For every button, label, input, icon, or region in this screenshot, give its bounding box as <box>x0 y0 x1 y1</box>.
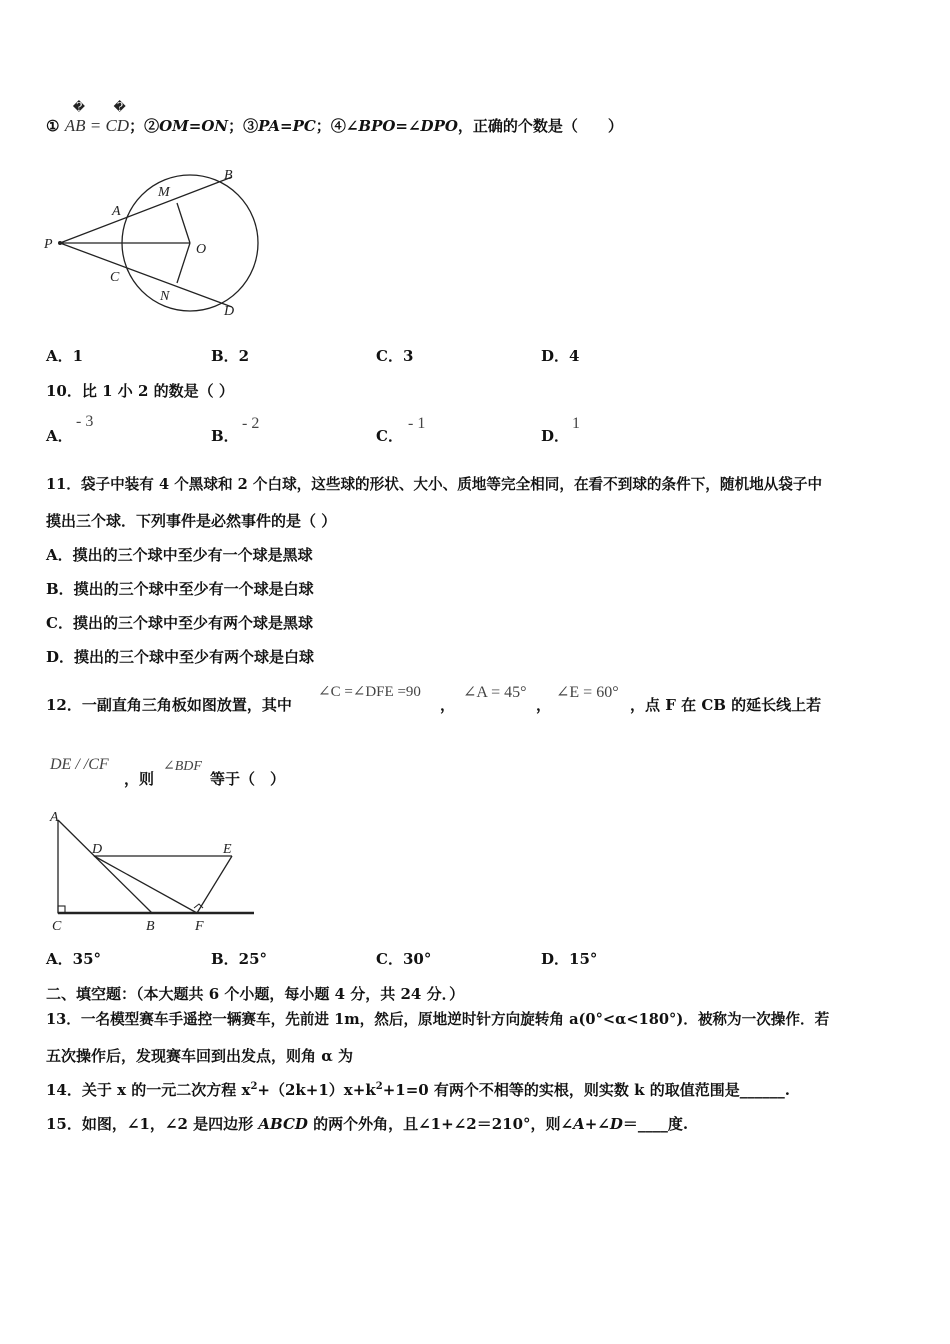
angle-d-letter: D <box>609 1115 623 1133</box>
choice-2-marker: ② <box>144 117 160 135</box>
q9-option-c[interactable]: C．3 <box>376 347 414 365</box>
label-d: D <box>224 304 235 319</box>
label-o: O <box>196 242 207 257</box>
superscript-2: 2 <box>250 1081 258 1092</box>
q12-stem-part-d: 等于（ ） <box>210 770 286 788</box>
q12-angle-c-dfe: ∠C =∠DFE =90 <box>318 684 421 700</box>
q10-option-c-value: - 1 <box>408 415 426 432</box>
label-p: P <box>44 237 53 252</box>
q11-option-c[interactable]: C．摸出的三个球中至少有两个球是黑球 <box>46 614 313 632</box>
q14-statement <box>46 1079 790 1100</box>
q14-part-c: +1=0 有两个不相等的实根，则实数 k 的取值范围是______. <box>382 1081 790 1099</box>
q10-option-c[interactable] <box>376 425 403 446</box>
quadrilateral-abcd: ABCD <box>258 1115 308 1133</box>
q12-stem-part-a: 12．一副直角三角板如图放置，其中 <box>46 696 292 714</box>
section-2-heading: 二、填空题：（本大题共 6 个小题，每小题 4 分，共 24 分．） <box>46 985 465 1003</box>
option-letter: B． <box>211 427 239 445</box>
q13-line1: 13．一名模型赛车手遥控一辆赛车，先前进 1m，然后，原地逆时针方向旋转角 a(0°<α<180°)．被称为一次操作．若 <box>46 1011 830 1028</box>
q12-stem-part-c: ，则 <box>124 770 155 788</box>
equals-sign: = <box>85 116 106 135</box>
separator: ； <box>315 117 331 135</box>
option-letter: C． <box>376 427 403 445</box>
label-m: M <box>158 185 170 200</box>
line-pb <box>60 177 232 243</box>
label-b: B <box>146 919 155 934</box>
om-on: OM=ON <box>159 117 229 135</box>
q15-statement <box>46 1113 688 1134</box>
q9-option-d[interactable]: D．4 <box>541 347 580 365</box>
q9-statement <box>46 115 623 136</box>
q10-option-b[interactable] <box>211 425 239 446</box>
line-ab <box>58 820 152 913</box>
label-a: A <box>50 810 59 825</box>
line-no <box>177 243 190 283</box>
choice-1-marker: ① <box>46 117 60 135</box>
q10-option-a[interactable] <box>46 425 73 446</box>
q15-part-a: 15．如图，∠1，∠2 是四边形 <box>46 1115 259 1133</box>
q9-option-b[interactable]: B．2 <box>211 347 250 365</box>
q12-stem-part-b: ，点 F 在 CB 的延长线上若 <box>630 696 822 714</box>
q9-circle-figure <box>40 165 280 325</box>
q12-angle-bdf: ∠BDF <box>163 759 202 774</box>
label-d: D <box>92 842 103 857</box>
q11-stem-line2: 摸出三个球．下列事件是必然事件的是（ ） <box>46 512 337 530</box>
pa-pc: PA=PC <box>258 117 316 135</box>
q13-line2: 五次操作后，发现赛车回到出发点，则角 α 为 <box>46 1047 353 1065</box>
q11-option-a[interactable]: A．摸出的三个球中至少有一个球是黑球 <box>46 546 313 564</box>
q12-option-a[interactable]: A．35° <box>46 950 102 968</box>
label-e: E <box>223 842 232 857</box>
angle-bpo-dpo: ∠BPO=∠DPO <box>345 117 458 135</box>
label-n: N <box>160 289 170 304</box>
choice-3-marker: ③ <box>243 117 259 135</box>
q10-option-d[interactable] <box>541 425 569 446</box>
q12-triangles-figure <box>42 808 272 938</box>
choice-4-marker: ④ <box>330 117 346 135</box>
q14-part-b: +（2k+1）x+k <box>257 1081 376 1099</box>
separator: ； <box>129 117 145 135</box>
line-mo <box>177 203 190 243</box>
label-c: C <box>110 270 120 285</box>
comma: ， <box>536 696 552 714</box>
q10-stem: 10．比 1 小 2 的数是（ ） <box>46 382 234 400</box>
q15-part-c: +∠ <box>584 1115 610 1133</box>
label-a: A <box>112 204 121 219</box>
arc-ab: � AB <box>65 116 86 136</box>
q12-option-b[interactable]: B．25° <box>211 950 268 968</box>
q9-question-tail: ，正确的个数是（ ） <box>457 117 623 135</box>
q12-angle-a: ∠A = 45° <box>463 684 527 701</box>
q9-option-a[interactable]: A．1 <box>46 347 84 365</box>
q15-part-b: 的两个外角，且∠1+∠2＝210°，则∠ <box>307 1115 574 1133</box>
line-df <box>94 856 197 913</box>
line-pd <box>60 243 232 307</box>
superscript-2: 2 <box>375 1081 383 1092</box>
option-letter: A． <box>46 427 73 445</box>
separator: ； <box>228 117 244 135</box>
angle-a-letter: A <box>573 1115 585 1133</box>
point-p <box>58 241 62 245</box>
label-f: F <box>195 919 204 934</box>
q11-option-d[interactable]: D．摸出的三个球中至少有两个球是白球 <box>46 648 315 666</box>
line-ef <box>197 856 232 913</box>
label-c: C <box>52 919 62 934</box>
q12-option-c[interactable]: C．30° <box>376 950 432 968</box>
q12-option-d[interactable]: D．15° <box>541 950 598 968</box>
q10-option-a-value: - 3 <box>76 413 94 430</box>
option-letter: D． <box>541 427 570 445</box>
q10-option-b-value: - 2 <box>242 415 260 432</box>
label-b: B <box>224 168 233 183</box>
q12-de-parallel-cf: DE / /CF <box>50 756 109 773</box>
q11-stem-line1: 11．袋子中装有 4 个黑球和 2 个白球，这些球的形状、大小、质地等完全相同，在看不到球的条件下，随机地从袋子中 <box>46 476 823 493</box>
q15-part-e: ＝____度. <box>622 1115 689 1133</box>
q12-angle-e: ∠E = 60° <box>556 684 619 701</box>
arc-cd: � CD <box>105 116 129 136</box>
q14-part-a: 14．关于 x 的一元二次方程 x <box>46 1081 251 1099</box>
q11-option-b[interactable]: B．摸出的三个球中至少有一个球是白球 <box>46 580 314 598</box>
q10-option-d-value: 1 <box>572 415 580 432</box>
comma: ， <box>440 696 456 714</box>
